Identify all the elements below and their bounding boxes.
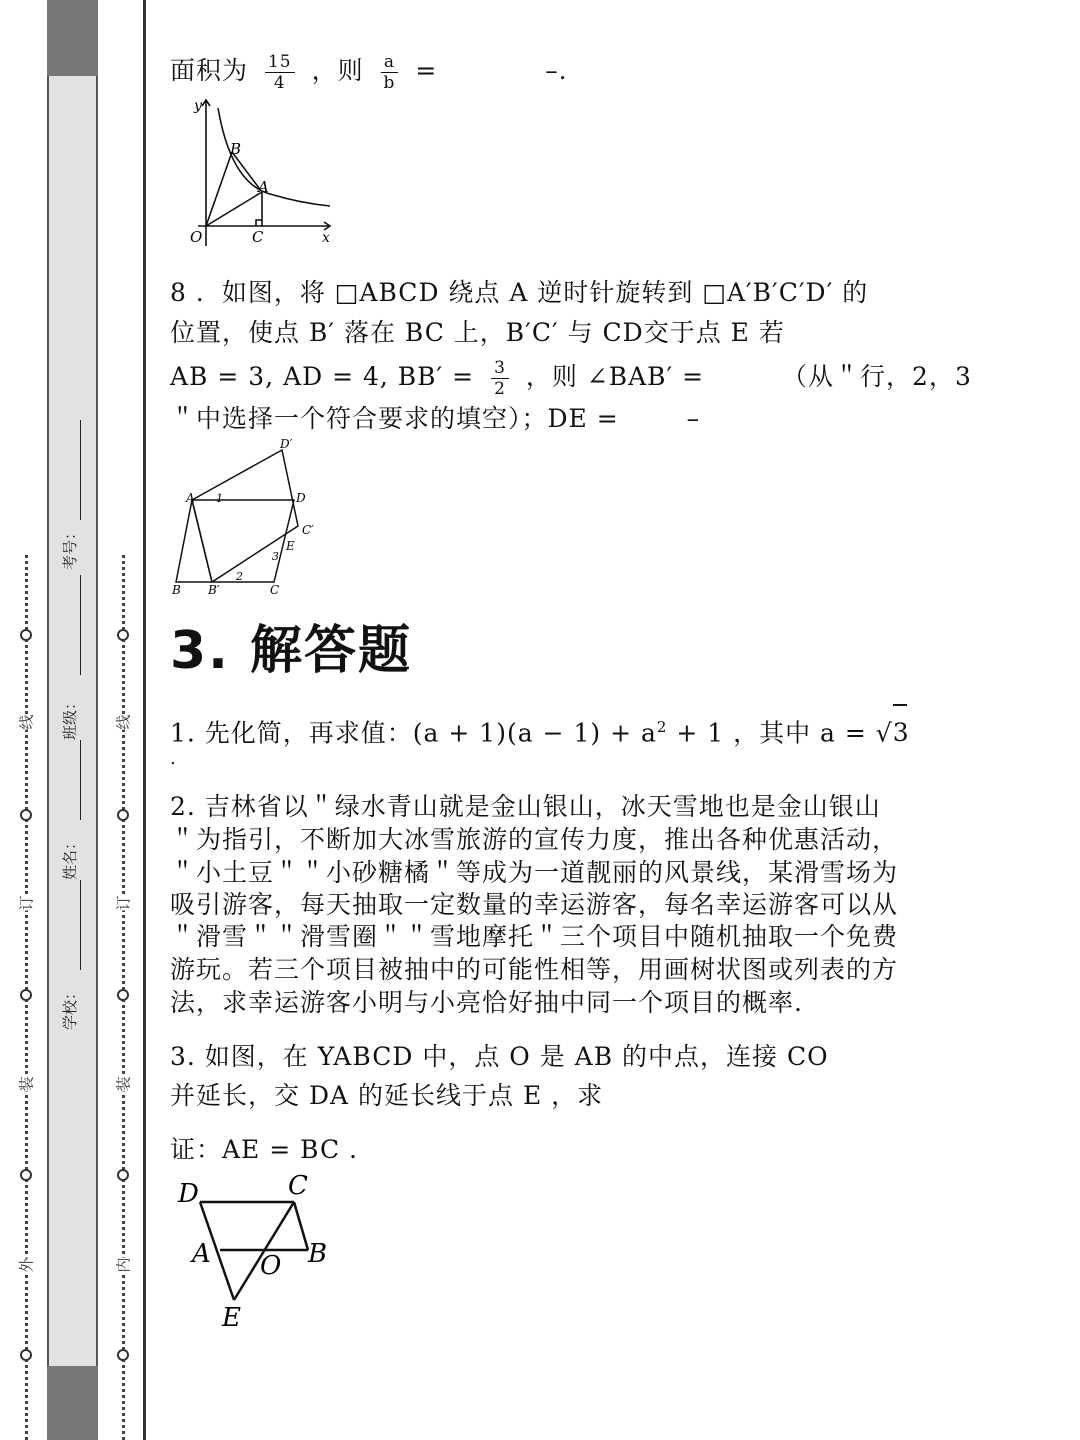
inner-char-order: 订	[114, 895, 133, 911]
label-angle-3: 3	[272, 550, 279, 563]
s3-line-3: 证：AE = BC .	[170, 1135, 359, 1164]
q7-end: –．	[545, 56, 585, 85]
s1-exponent: 2	[656, 718, 668, 736]
label-c: C	[270, 583, 280, 597]
s2-line-3: ＂小土豆＂＂小砂糖橘＂等成为一道靓丽的风景线，某滑雪场为	[170, 858, 899, 887]
binding-ring	[117, 629, 129, 641]
outer-char-outside: 外	[17, 1257, 36, 1273]
margin-rule	[143, 0, 146, 1440]
q8-frac-den: 2	[494, 379, 506, 399]
q7-frac2-den: b	[383, 73, 396, 93]
binding-ring	[117, 809, 129, 821]
right-angle-mark	[256, 220, 262, 226]
label-c: C	[288, 1171, 308, 1201]
s1-text2: + 1 ，其中 a = √	[667, 718, 893, 748]
outer-char-line: 线	[17, 714, 36, 730]
binding-ring	[117, 1169, 129, 1181]
q7-frac2-num: a	[381, 52, 399, 73]
q7-tail-line	[170, 52, 585, 93]
q7-figure	[170, 96, 350, 256]
q7-fraction-area	[265, 52, 295, 93]
s1-radicand	[893, 718, 910, 747]
field-exam-number-label: 考号：	[61, 524, 79, 570]
s3-figure	[170, 1170, 340, 1330]
s1-text: 1. 先化简，再求值：(a + 1)(a − 1) + a	[170, 718, 657, 748]
s2-line-2: ＂为指引，不断加大冰雪旅游的宣传力度，推出各种优惠活动，	[170, 825, 899, 854]
q8-frac-num: 3	[491, 358, 509, 379]
field-school	[60, 970, 80, 1030]
label-angle-1: 1	[216, 492, 223, 505]
label-x: x	[322, 230, 330, 246]
label-d-prime: D′	[280, 437, 293, 451]
label-c: C	[252, 228, 264, 246]
binding-ring	[20, 989, 32, 1001]
field-underline	[80, 740, 81, 820]
s2-line-4: 吸引游客，每天抽取一定数量的幸运游客，每名幸运游客可以从	[170, 890, 899, 919]
label-d: D	[178, 1179, 199, 1209]
q7-eq: =	[415, 56, 438, 85]
label-e: E	[286, 539, 295, 553]
q8-line4	[170, 402, 700, 436]
field-underline	[80, 420, 81, 520]
label-b: B	[230, 140, 242, 158]
q8-fraction	[491, 358, 509, 399]
q8-line3-b: ，则 ∠BAB′ =	[525, 362, 705, 391]
q7-prefix: 面积为	[170, 56, 249, 85]
field-underline	[80, 575, 81, 675]
binding-ring	[20, 629, 32, 641]
field-class-label: 班级：	[61, 694, 79, 740]
label-b: B	[172, 583, 181, 597]
field-name	[60, 820, 80, 880]
label-a: A	[192, 1239, 211, 1269]
q8-line4-text: ＂中选择一个符合要求的填空）；DE =	[170, 404, 619, 433]
q8-line1: 8 ．如图，将 □ABCD 绕点 A 逆时针旋转到 □A′B′C′D′ 的	[170, 278, 869, 307]
s1-dot: .	[170, 748, 177, 769]
binding-band-top-block	[47, 0, 98, 76]
field-exam-number	[60, 510, 80, 570]
outer-char-bind: 装	[17, 1076, 36, 1092]
q8-line3-c: （从＂行，2，3	[782, 362, 972, 391]
s2-line-7: 法，求幸运游客小明与小亮恰好抽中同一个项目的概率.	[170, 988, 803, 1017]
field-underline	[80, 880, 81, 970]
label-a: A	[186, 491, 195, 505]
q7-frac1-den: 4	[273, 73, 286, 93]
binding-ring	[117, 1349, 129, 1361]
outer-char-order: 订	[17, 895, 36, 911]
binding-margin	[0, 0, 146, 1440]
binding-band-bottom-block	[47, 1366, 98, 1440]
s3-line-1: 3. 如图，在 YABCD 中，点 O 是 AB 的中点，连接 CO	[170, 1042, 829, 1071]
q8-line3-a: AB = 3, AD = 4, BB′ =	[170, 362, 475, 391]
segment-oa	[206, 192, 262, 226]
inner-char-inside: 内	[114, 1257, 133, 1273]
s2-line-1: 2. 吉林省以＂绿水青山就是金山银山，冰天雪地也是金山银山	[170, 792, 881, 821]
segment-ab-prime	[192, 500, 212, 582]
label-o: O	[260, 1251, 282, 1281]
label-angle-2: 2	[236, 570, 243, 583]
label-c-prime: C′	[302, 523, 314, 537]
s1-root: 3	[892, 718, 910, 748]
label-e: E	[222, 1303, 241, 1330]
q8-line3	[170, 358, 972, 399]
q8-line2: 位置，使点 B′ 落在 BC 上，B′C′ 与 CD交于点 E 若	[170, 318, 785, 347]
q7-fraction-ratio	[381, 52, 399, 93]
binding-ring	[20, 1349, 32, 1361]
binding-ring	[20, 1169, 32, 1181]
label-o: O	[190, 228, 203, 246]
binding-ring	[20, 809, 32, 821]
field-school-label: 学校：	[61, 984, 79, 1030]
label-b: B	[308, 1239, 328, 1269]
label-a: A	[258, 178, 269, 196]
segment-cb	[294, 1202, 308, 1250]
label-y: y	[194, 98, 202, 114]
q7-mid: ，则	[311, 56, 364, 85]
binding-ring	[117, 989, 129, 1001]
q7-frac1-num: 15	[265, 52, 295, 73]
field-name-label: 姓名：	[61, 834, 79, 880]
segment-ob	[206, 152, 232, 226]
q8-figure	[170, 436, 330, 600]
q8-line4-end: –	[686, 404, 701, 433]
section-heading: 3. 解答题	[170, 621, 413, 681]
field-class	[60, 680, 80, 740]
s1-line	[170, 710, 910, 750]
label-d: D	[296, 491, 306, 505]
inner-char-line: 线	[114, 714, 133, 730]
s3-line-2: 并延长，交 DA 的延长线于点 E ，求	[170, 1081, 604, 1110]
s2-line-5: ＂滑雪＂＂滑雪圈＂＂雪地摩托＂三个项目中随机抽取一个免费	[170, 922, 899, 951]
label-b-prime: B′	[208, 583, 220, 597]
s2-line-6: 游玩。若三个项目被抽中的可能性相等，用画树状图或列表的方	[170, 955, 899, 984]
inner-char-bind: 装	[114, 1076, 133, 1092]
